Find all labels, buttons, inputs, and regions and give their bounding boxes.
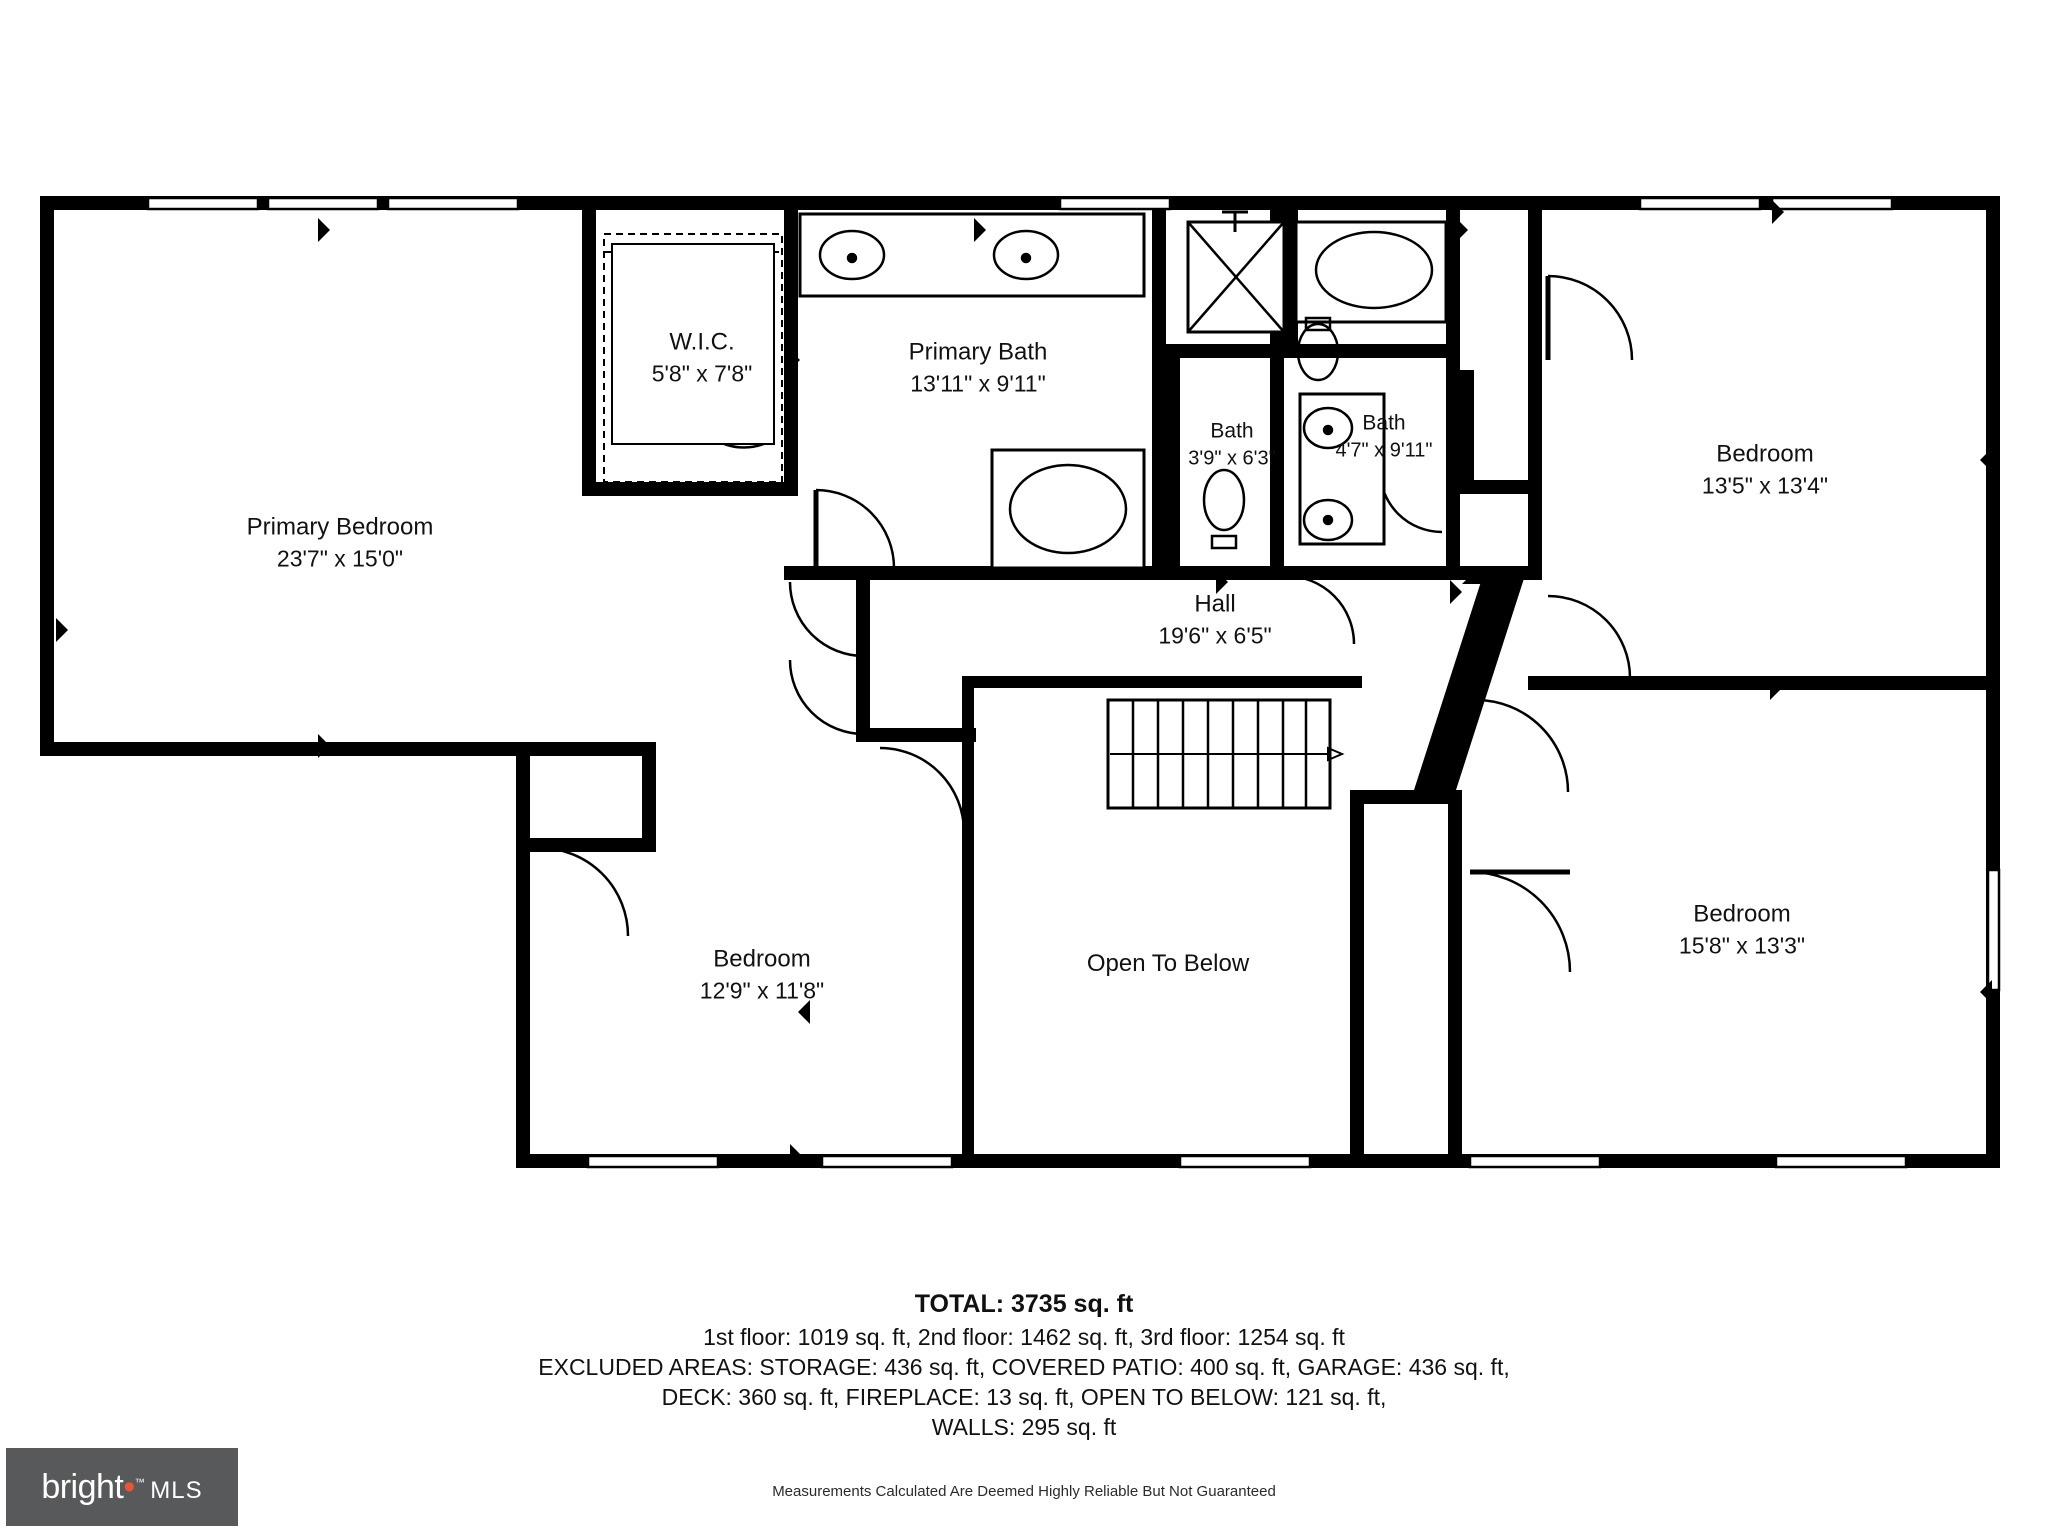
room-name: Hall xyxy=(1194,590,1236,618)
room-dims: 23'7" x 15'0" xyxy=(276,545,404,572)
room-name: Bedroom xyxy=(1716,440,1814,468)
fixtures-group xyxy=(604,212,1446,568)
floor-breakdown-line: 1st floor: 1019 sq. ft, 2nd floor: 1462 sq. ft, 3rd floor: 1254 sq. ft xyxy=(703,1324,1345,1350)
logo-wordmark xyxy=(41,1468,202,1507)
room-dims: 5'8" x 7'8" xyxy=(651,360,753,387)
walls-group xyxy=(40,196,2000,1168)
excluded-areas-line-2: DECK: 360 sq. ft, FIREPLACE: 13 sq. ft, OPEN TO BELOW: 121 sq. ft, xyxy=(661,1383,1387,1410)
room-dims: 15'8" x 13'3" xyxy=(1678,932,1806,959)
room-dims: 3'9" x 6'3" xyxy=(1188,447,1276,470)
room-name: W.I.C. xyxy=(669,328,735,356)
area-summary xyxy=(0,1290,2048,1443)
measurement-disclaimer: Measurements Calculated Are Deemed Highly Reliable But Not Guaranteed xyxy=(772,1483,1276,1500)
logo-brand-text: bright xyxy=(41,1467,124,1506)
room-name: Bedroom xyxy=(1693,900,1791,928)
room-dims: 12'9" x 11'8" xyxy=(699,977,825,1004)
room-name: Bedroom xyxy=(713,945,811,973)
room-dims: 4'7" x 9'11" xyxy=(1335,439,1433,462)
logo-suffix-text: MLS xyxy=(150,1476,203,1504)
room-name: Bath xyxy=(1210,419,1254,443)
room-name: Open To Below xyxy=(1086,949,1250,977)
walls-line: WALLS: 295 sq. ft xyxy=(931,1413,1117,1440)
total-area-label: TOTAL: 3735 sq. ft xyxy=(914,1290,1134,1318)
room-name: Bath xyxy=(1362,411,1406,435)
logo-accent-dot: • xyxy=(123,1467,135,1506)
staircase xyxy=(1108,700,1342,808)
room-name: Primary Bath xyxy=(908,338,1048,366)
room-name: Primary Bedroom xyxy=(246,513,434,541)
bright-mls-logo xyxy=(6,1448,238,1526)
room-dims: 13'11" x 9'11" xyxy=(910,370,1046,397)
logo-trademark: ™ xyxy=(134,1477,145,1489)
room-dims: 19'6" x 6'5" xyxy=(1158,622,1272,649)
room-dims: 13'5" x 13'4" xyxy=(1701,472,1829,499)
excluded-areas-line-1: EXCLUDED AREAS: STORAGE: 436 sq. ft, COVERED PATIO: 400 sq. ft, GARAGE: 436 sq. ft, xyxy=(538,1353,1510,1380)
